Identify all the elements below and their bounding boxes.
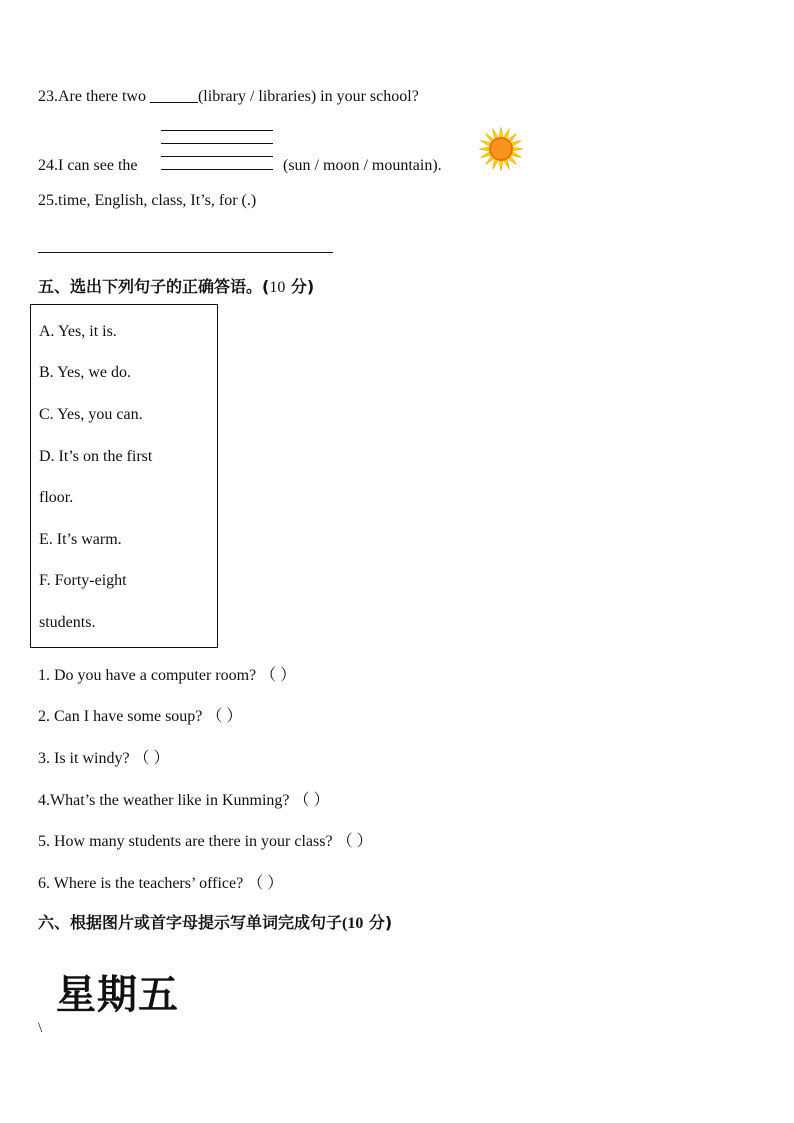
answer-parentheses[interactable]: （ ） [293,792,330,809]
answer-parentheses[interactable]: （ ） [260,667,297,684]
sun-ray [481,152,491,158]
sun-ray [511,141,521,147]
sun-ray [479,147,489,151]
question-text: 1. Do you have a computer room? [38,667,257,684]
question-text-before: I can see the [58,157,138,174]
question-text: 6. Where is the teachers’ office? [38,875,244,892]
answer-line-4[interactable] [161,169,273,170]
option-d-continued: floor. [39,489,74,506]
question-row [38,662,296,685]
question-text-before: Are there two [58,88,146,105]
question-24-options: (sun / moon / mountain). [283,157,442,174]
sun-ray [493,129,499,139]
answer-parentheses[interactable]: （ ） [336,833,373,850]
question-text: 3. Is it windy? [38,750,130,767]
question-number: 25. [38,192,58,209]
option-d: D. It’s on the first [39,448,153,465]
question-text: 5. How many students are there in your class? [38,833,333,850]
answer-line-2 [161,143,273,144]
sun-ray [504,159,510,169]
section-5-title: 五、选出下列句子的正确答语。(10 分) [38,277,315,296]
stray-mark: \ [38,1020,43,1036]
section-6-title: 六、根据图片或首字母提示写单词完成句子(10 分) [38,913,393,932]
answer-parentheses[interactable]: （ ） [206,708,243,725]
question-row [38,828,373,851]
option-f-continued: students. [39,614,96,631]
question-row [38,870,283,893]
sun-ray [493,159,499,169]
question-row [38,703,242,726]
question-24 [38,157,138,175]
question-number: 23. [38,88,58,105]
sun-ray [504,129,510,139]
option-a: A. Yes, it is. [39,323,117,340]
question-23 [38,88,419,106]
answer-parentheses[interactable]: （ ） [247,875,284,892]
answer-parentheses[interactable]: （ ） [133,750,170,767]
question-row [38,787,330,810]
sun-icon [477,125,525,173]
option-f: F. Forty-eight [39,572,127,589]
question-25 [38,192,256,210]
answer-line-3 [161,156,273,157]
answer-line-25[interactable] [38,252,333,253]
question-row [38,745,170,768]
option-c: C. Yes, you can. [39,406,143,423]
sun-ray [513,147,523,151]
sun-core [490,138,512,160]
question-text: 2. Can I have some soup? [38,708,203,725]
sun-ray [499,161,503,171]
option-b: B. Yes, we do. [39,364,132,381]
question-words: time, English, class, It’s, for (.) [58,192,257,209]
sun-ray [481,141,491,147]
sun-ray [511,152,521,158]
answer-line-1 [161,130,273,131]
question-text-after: (library / libraries) in your school? [197,88,419,105]
options-box [30,304,218,648]
sun-ray [499,127,503,137]
option-e: E. It’s warm. [39,531,122,548]
question-text: 4.What’s the weather like in Kunming? [38,792,290,809]
answer-blank[interactable]: ______ [149,88,198,105]
friday-image-text: 星期五 [56,972,179,1018]
question-number: 24. [38,157,58,174]
